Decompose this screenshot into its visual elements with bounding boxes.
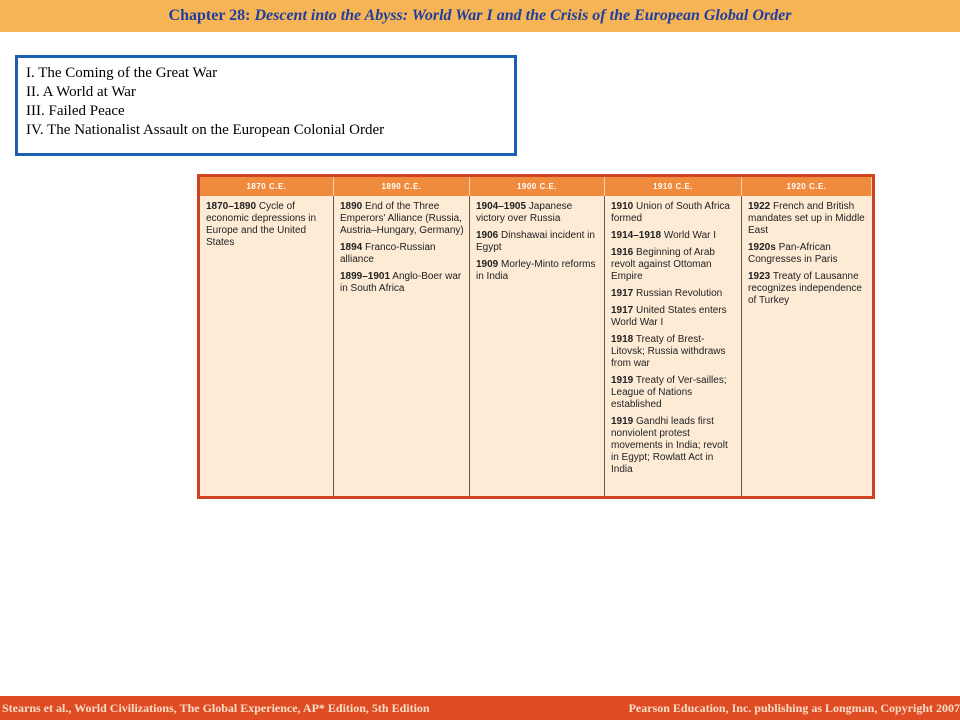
timeline-event: 1916 Beginning of Arab revolt against Ottoman Empire xyxy=(611,247,715,282)
footer-copyright: Pearson Education, Inc. publishing as Longman, Copyright 2007 xyxy=(628,700,960,715)
timeline-event: 1906 Dinshawai incident in Egypt xyxy=(476,230,595,253)
timeline-column-1890 xyxy=(334,196,470,496)
timeline-event: 1899–1901 Anglo-Boer war in South Africa xyxy=(340,271,462,294)
timeline-event: 1917 Russian Revolution xyxy=(611,288,723,299)
timeline-event: 1918 Treaty of Brest-Litovsk; Russia withdraws from war xyxy=(611,334,726,369)
timeline-event: 1917 United States enters World War I xyxy=(611,305,727,328)
timeline-column-1870 xyxy=(200,196,334,496)
timeline-event: 1870–1890 Cycle of economic depressions in Europe and the United States xyxy=(206,201,317,248)
timeline-heading-1870: 1870 C.E. xyxy=(200,177,334,196)
timeline-column-1920 xyxy=(742,196,872,496)
slide-header xyxy=(0,0,960,32)
timeline-event: 1922 French and British mandates set up in Middle East xyxy=(748,201,865,236)
outline-item-1: I. The Coming of the Great War xyxy=(26,65,218,81)
timeline-event: 1909 Morley-Minto reforms in India xyxy=(476,259,596,282)
chapter-outline xyxy=(15,55,517,156)
timeline-heading-1920: 1920 C.E. xyxy=(742,177,872,196)
timeline-table xyxy=(197,174,875,499)
chapter-subtitle: Descent into the Abyss: World War I and the Crisis of the European Global Order xyxy=(254,7,792,24)
timeline-event: 1914–1918 World War I xyxy=(611,230,717,241)
timeline-event: 1894 Franco-Russian alliance xyxy=(340,242,436,265)
outline-item-4: IV. The Nationalist Assault on the European Colonial Order xyxy=(26,122,385,138)
timeline-heading-1900: 1900 C.E. xyxy=(470,177,605,196)
timeline-event: 1919 Gandhi leads first nonviolent protest movements in India; revolt in Egypt; Rowlatt Act in India xyxy=(611,416,728,475)
outline-item-3: III. Failed Peace xyxy=(26,103,125,119)
timeline-event: 1920s Pan-African Congresses in Paris xyxy=(748,242,838,265)
timeline-event: 1910 Union of South Africa formed xyxy=(611,201,730,224)
timeline-event: 1904–1905 Japanese victory over Russia xyxy=(476,201,573,224)
timeline-event: 1890 End of the Three Emperors' Alliance (Russia, Austria–Hungary, Germany) xyxy=(340,201,464,236)
timeline-heading-1910: 1910 C.E. xyxy=(605,177,742,196)
outline-item-2: II. A World at War xyxy=(26,84,136,100)
timeline-column-1900 xyxy=(470,196,605,496)
timeline-heading-1890: 1890 C.E. xyxy=(334,177,470,196)
timeline-column-1910 xyxy=(605,196,742,496)
timeline-event: 1919 Treaty of Ver-sailles; League of Nations established xyxy=(611,375,727,410)
slide-footer xyxy=(0,696,960,720)
chapter-label: Chapter 28: xyxy=(168,7,251,24)
footer-citation: Stearns et al., World Civilizations, The Global Experience, AP* Edition, 5th Edition xyxy=(2,700,430,715)
timeline-event: 1923 Treaty of Lausanne recognizes independence of Turkey xyxy=(748,271,862,306)
